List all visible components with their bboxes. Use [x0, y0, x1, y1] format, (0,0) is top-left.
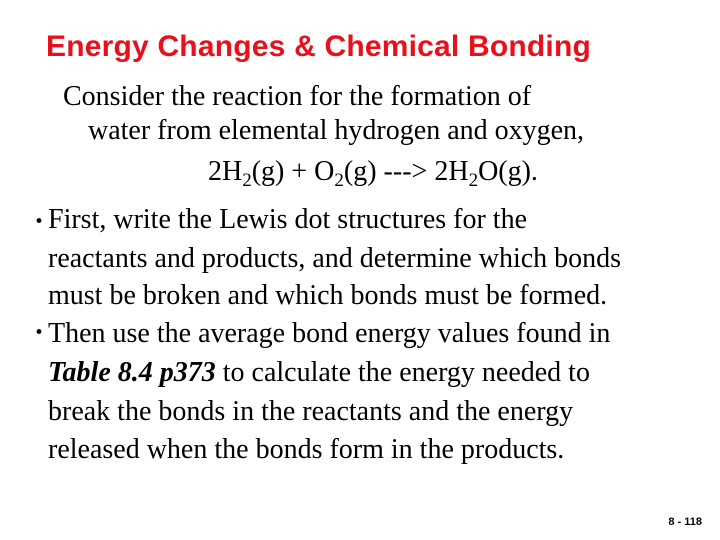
- bullet-1-line-1: First, write the Lewis dot structures for the: [48, 204, 528, 235]
- equation-arrow: (g) --->: [343, 156, 435, 187]
- equation-sub-o2: 2: [334, 170, 344, 191]
- equation-sub-h2: 2: [242, 170, 252, 191]
- equation-product-rest: O(g).: [478, 156, 538, 187]
- intro-line-2: water from elemental hydrogen and oxygen,: [88, 115, 585, 146]
- bullet-2-line-4: released when the bonds form in the products.: [48, 434, 565, 465]
- bullet-1-line-2: reactants and products, and determine which bonds: [48, 243, 622, 274]
- bullet-2-line-2-rest: to calculate the energy needed to: [215, 357, 590, 388]
- bullet-marker-2: •: [34, 323, 45, 343]
- intro-line-1: Consider the reaction for the formation of: [63, 81, 532, 112]
- bullet-2-line-1: Then use the average bond energy values found in: [48, 318, 611, 349]
- equation-reactant-h: 2H: [208, 156, 243, 187]
- bullet-2-line-3: break the bonds in the reactants and the energy: [48, 396, 574, 427]
- bullet-marker-1: •: [34, 212, 45, 232]
- equation-sub-h2o: 2: [468, 170, 479, 191]
- equation-product-h: 2H: [434, 156, 469, 187]
- equation-plus-o: (g) + O: [251, 156, 335, 187]
- page-number: 8 - 118: [668, 516, 702, 528]
- bullet-1-line-3: must be broken and which bonds must be formed.: [48, 280, 608, 311]
- slide-title: Energy Changes & Chemical Bonding: [46, 30, 592, 63]
- bullet-2-line-2: [48, 357, 590, 389]
- reaction-equation: [208, 156, 538, 191]
- table-reference: Table 8.4 p373: [48, 357, 216, 388]
